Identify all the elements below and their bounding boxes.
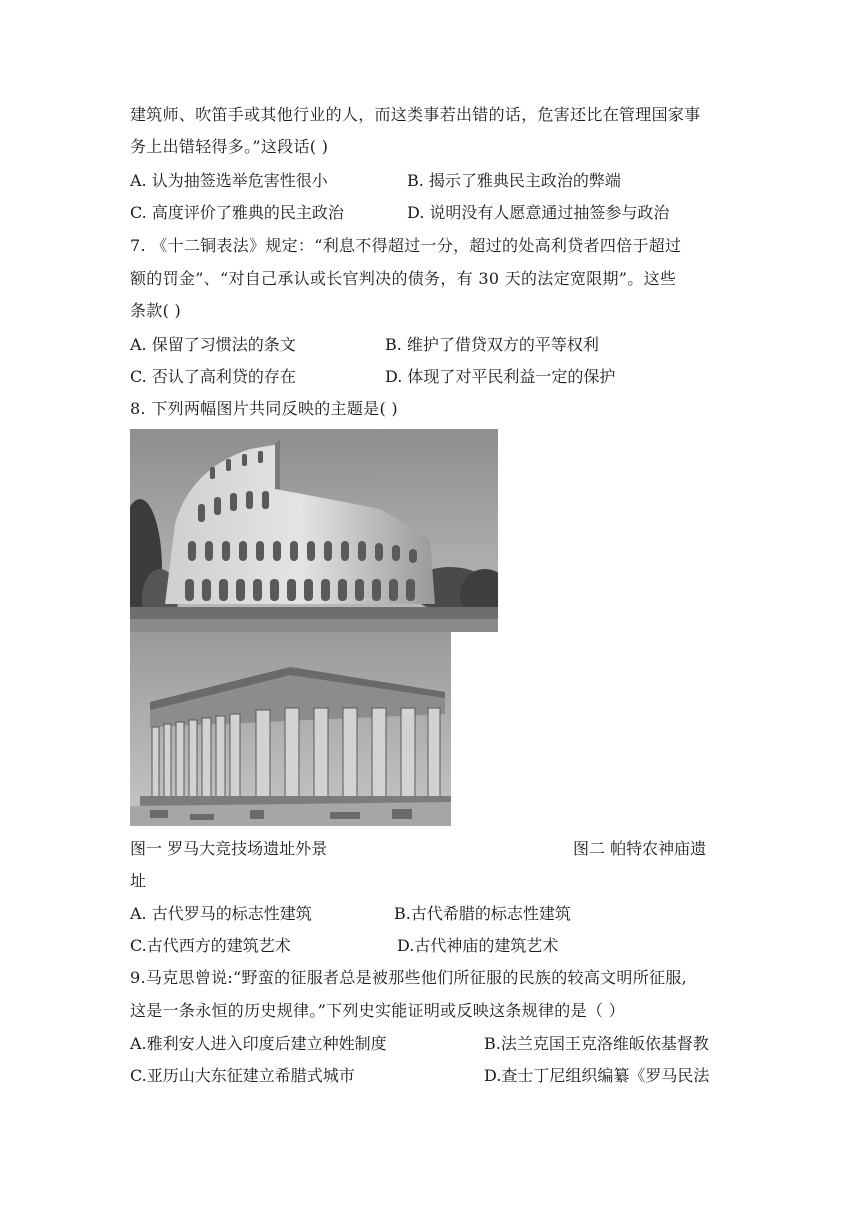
q9-text-line-2: 这是一条永恒的历史规律。”下列史实能证明或反映这条规律的是（ ） xyxy=(130,1001,625,1020)
q6-option-a: A. 认为抽签选举危害性很小 xyxy=(130,171,328,190)
q7-option-b: B. 维护了借贷双方的平等权利 xyxy=(385,335,599,354)
colosseum-photo xyxy=(130,429,498,632)
q9-text-line-1: 9.马克思曾说:“野蛮的征服者总是被那些他们所征服的民族的较高文明所征服, xyxy=(130,968,688,987)
q9-option-b: B.法兰克国王克洛维皈依基督教 xyxy=(484,1034,709,1053)
q6-option-d: D. 说明没有人愿意通过抽签参与政治 xyxy=(407,203,670,222)
q9-option-d: D.查士丁尼组织编纂《罗马民法 xyxy=(484,1066,710,1085)
q9-option-c: C.亚历山大东征建立希腊式城市 xyxy=(130,1066,355,1085)
q7-option-d: D. 体现了对平民利益一定的保护 xyxy=(385,367,616,386)
q8-option-b: B.古代希腊的标志性建筑 xyxy=(394,904,571,923)
q8-option-d: D.古代神庙的建筑艺术 xyxy=(397,936,559,955)
q9-option-a: A.雅利安人进入印度后建立种姓制度 xyxy=(130,1034,387,1053)
q7-option-a: A. 保留了习惯法的条文 xyxy=(130,335,296,354)
q7-text-line-3: 条款( ) xyxy=(130,301,182,320)
q8-option-a: A. 古代罗马的标志性建筑 xyxy=(130,904,312,923)
q8-stem: 8. 下列两幅图片共同反映的主题是( ) xyxy=(130,399,398,418)
q7-text-line-2: 额的罚金”、“对自己承认或长官判决的债务，有 30 天的法定宽限期”。这些 xyxy=(130,269,677,288)
figure-caption-2: 图二 帕特农神庙遗 xyxy=(573,839,707,858)
q7-option-c: C. 否认了高利贷的存在 xyxy=(130,367,296,386)
figure-caption-2-wrap: 址 xyxy=(130,871,147,890)
q8-option-c: C.古代西方的建筑艺术 xyxy=(130,936,291,955)
parthenon-photo xyxy=(130,632,451,826)
q6-option-b: B. 揭示了雅典民主政治的弊端 xyxy=(407,171,621,190)
q6-option-c: C. 高度评价了雅典的民主政治 xyxy=(130,203,344,222)
figure-caption-1: 图一 罗马大竞技场遗址外景 xyxy=(130,839,328,858)
q6-text-line-2: 务上出错轻得多。”这段话( ) xyxy=(130,137,329,156)
q7-text-line-1: 7. 《十二铜表法》规定：“利息不得超过一分，超过的处高利贷者四倍于超过 xyxy=(130,236,682,255)
q6-text-line-1: 建筑师、吹笛手或其他行业的人，而这类事若出错的话，危害还比在管理国家事 xyxy=(130,105,701,124)
